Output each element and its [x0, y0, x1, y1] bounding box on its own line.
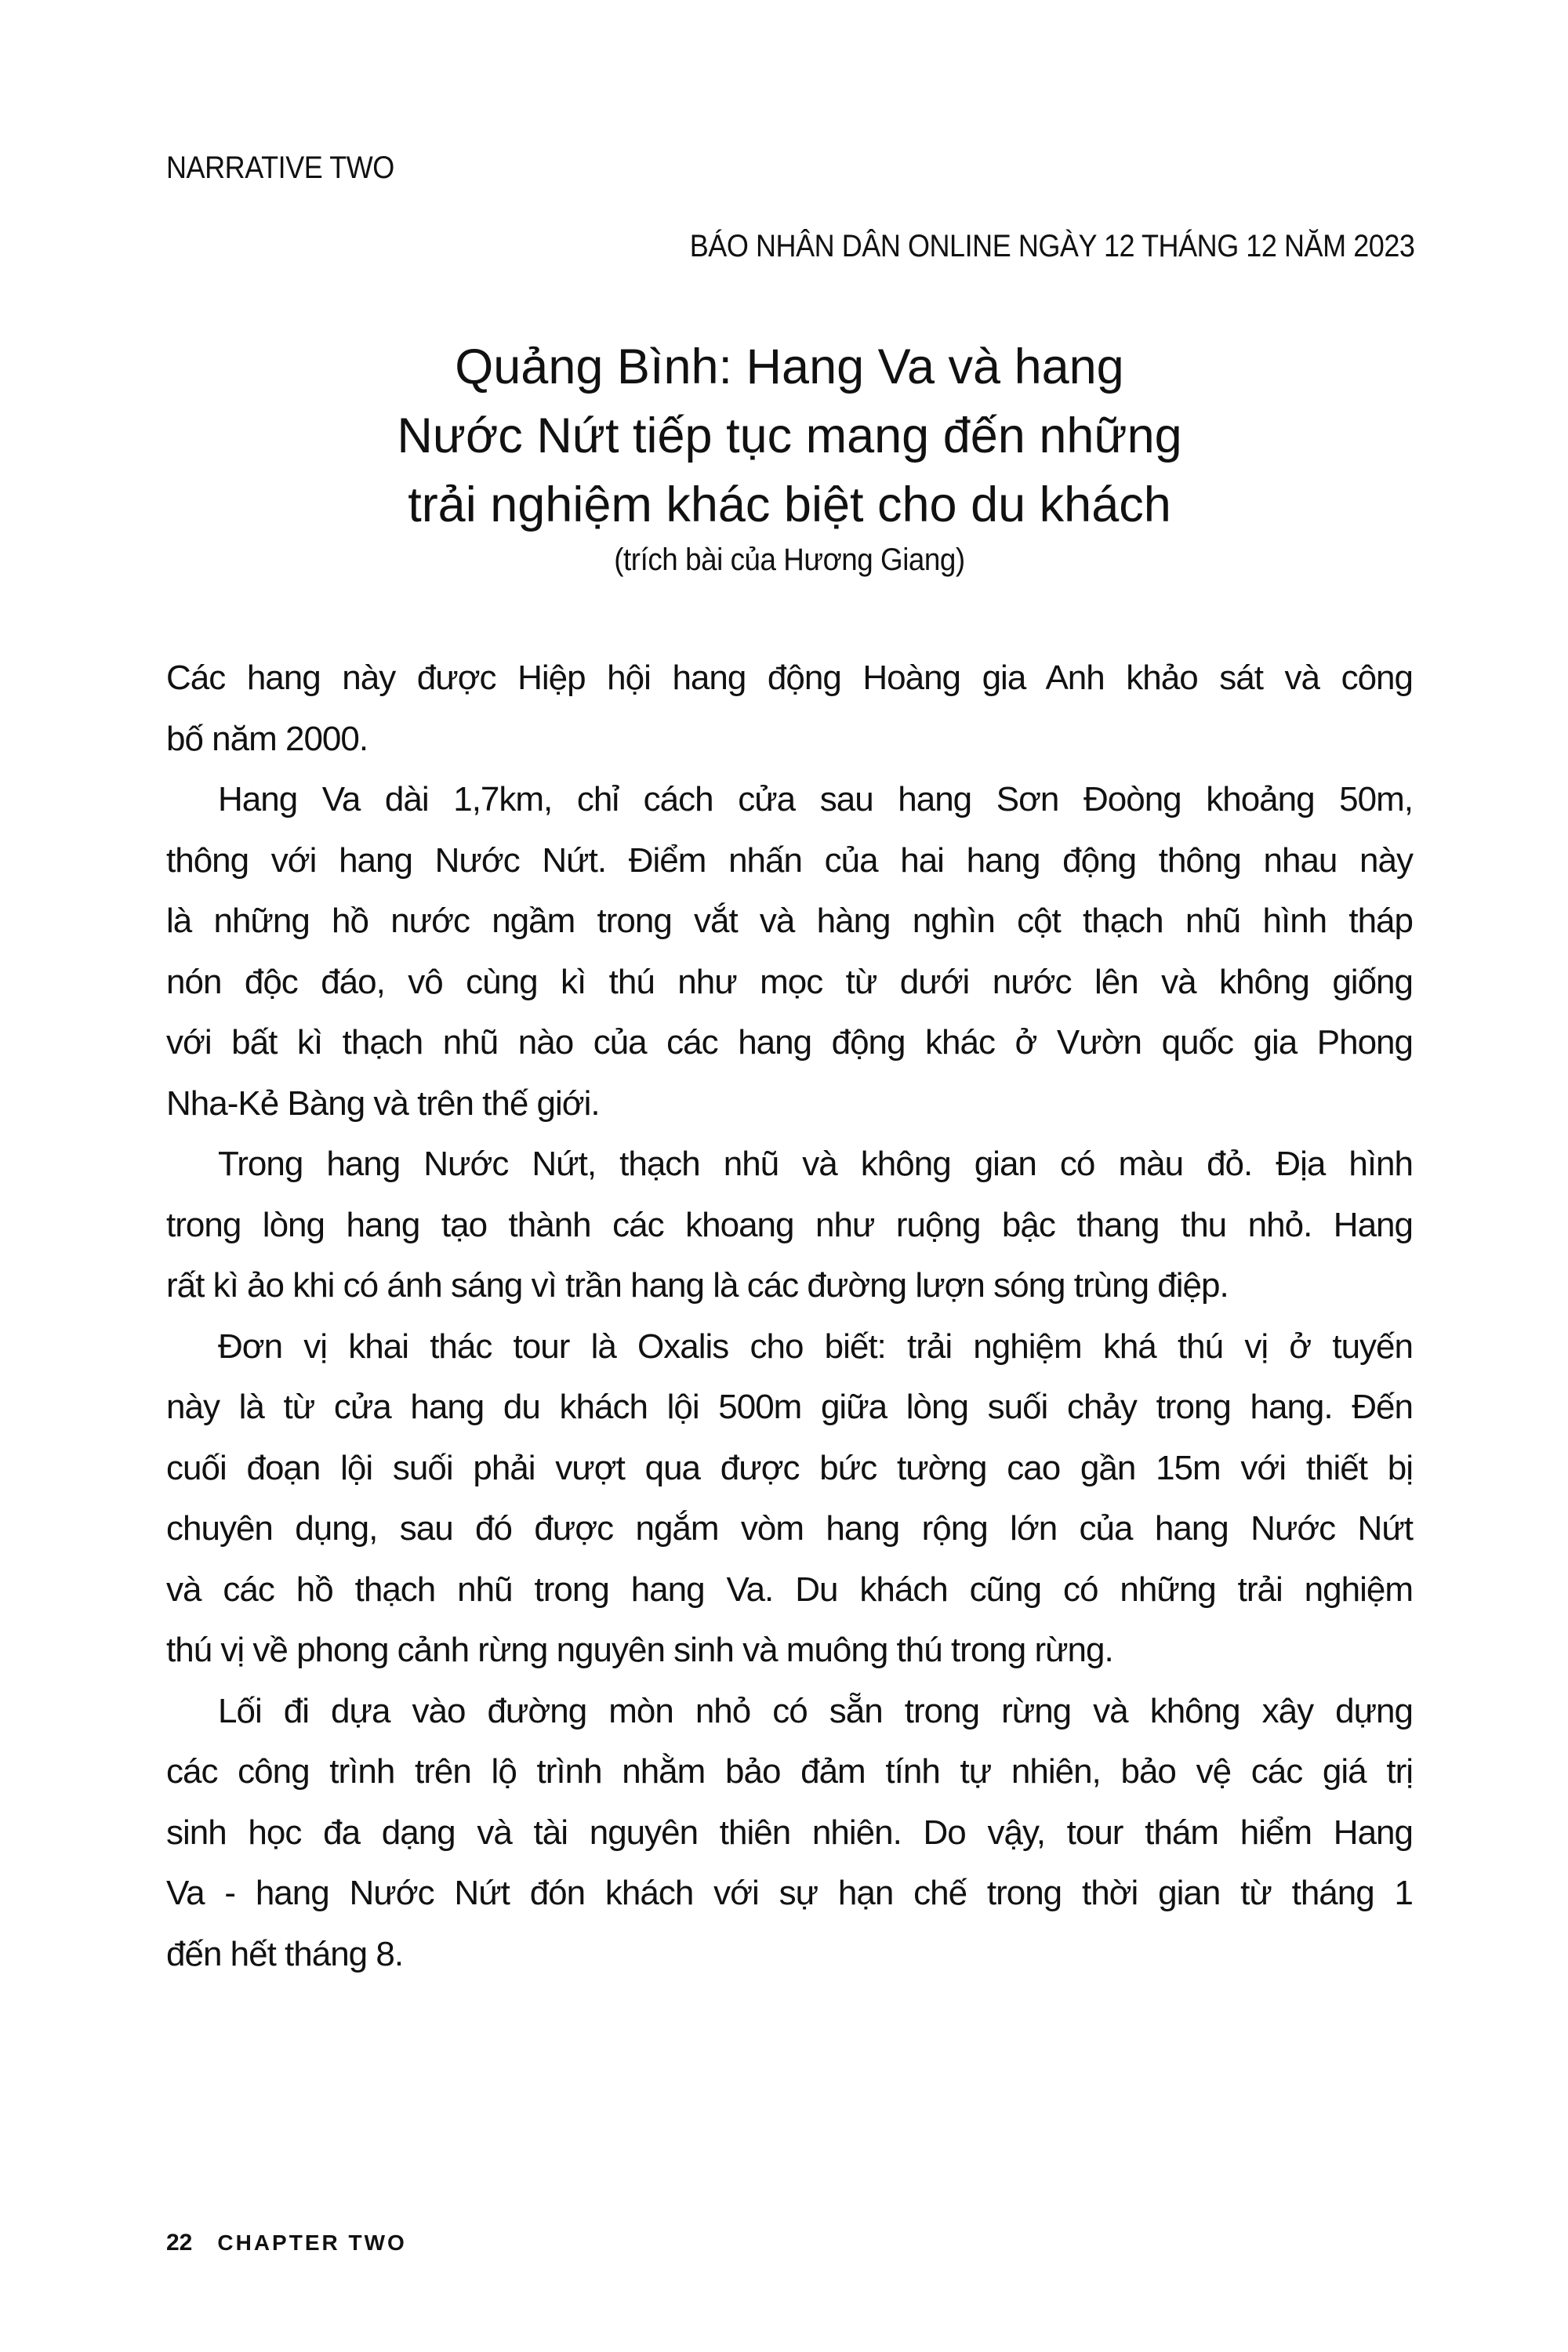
text-line: bố năm 2000.	[166, 719, 368, 758]
title-line: Nước Nứt tiếp tục mang đến những	[397, 408, 1182, 463]
paragraph	[166, 1134, 1413, 1316]
text-line: Đơn vị khai thác tour là Oxalis cho biết: trải nghiệm khá thú vị ở tuyến	[218, 1327, 1413, 1366]
text-line: các công trình trên lộ trình nhằm bảo đảm tính tự nhiên, bảo vệ các giá trị	[166, 1752, 1413, 1791]
text-line: và các hồ thạch nhũ trong hang Va. Du khách cũng có những trải nghiệm	[166, 1570, 1413, 1609]
page-footer	[166, 2229, 407, 2257]
text-line: nón độc đáo, vô cùng kì thú như mọc từ dưới nước lên và không giống	[166, 962, 1413, 1001]
text-line: chuyên dụng, sau đó được ngắm vòm hang rộng lớn của hang Nước Nứt	[166, 1509, 1413, 1548]
paragraph	[166, 648, 1413, 769]
text-line: với bất kì thạch nhũ nào của các hang động khác ở Vườn quốc gia Phong	[166, 1023, 1413, 1062]
title-line: trải nghiệm khác biệt cho du khách	[408, 477, 1171, 532]
text-line: cuối đoạn lội suối phải vượt qua được bức tường cao gần 15m với thiết bị	[166, 1448, 1413, 1487]
article-body	[166, 648, 1413, 1984]
paragraph	[166, 769, 1413, 1134]
text-line: Lối đi dựa vào đường mòn nhỏ có sẵn trong rừng và không xây dựng	[218, 1691, 1413, 1730]
text-line: rất kì ảo khi có ánh sáng vì trần hang là các đường lượn sóng trùng điệp.	[166, 1266, 1229, 1305]
text-line: là những hồ nước ngầm trong vắt và hàng nghìn cột thạch nhũ hình tháp	[166, 902, 1413, 940]
text-line: Trong hang Nước Nứt, thạch nhũ và không gian có màu đỏ. Địa hình	[218, 1145, 1413, 1183]
paragraph	[166, 1316, 1413, 1681]
text-line: Các hang này được Hiệp hội hang động Hoàng gia Anh khảo sát và công	[166, 659, 1413, 697]
article-title	[166, 332, 1413, 539]
text-line: sinh học đa dạng và tài nguyên thiên nhiên. Do vậy, tour thám hiểm Hang	[166, 1813, 1413, 1852]
text-line: Va - hang Nước Nứt đón khách với sự hạn chế trong thời gian từ tháng 1	[166, 1874, 1413, 1912]
text-line: trong lòng hang tạo thành các khoang như ruộng bậc thang thu nhỏ. Hang	[166, 1205, 1413, 1244]
text-line: Nha-Kẻ Bàng và trên thế giới.	[166, 1083, 600, 1123]
chapter-label: CHAPTER TWO	[217, 2230, 407, 2255]
text-line: đến hết tháng 8.	[166, 1934, 404, 1973]
page-number: 22	[166, 2230, 193, 2256]
source-dateline: BÁO NHÂN DÂN ONLINE NGÀY 12 THÁNG 12 NĂM 2023	[689, 229, 1414, 263]
text-line: Hang Va dài 1,7km, chỉ cách cửa sau hang Sơn Đoòng khoảng 50m,	[218, 780, 1413, 818]
text-line: thú vị về phong cảnh rừng nguyên sinh và muông thú trong rừng.	[166, 1631, 1113, 1669]
running-head: NARRATIVE TWO	[166, 151, 394, 185]
text-line: này là từ cửa hang du khách lội 500m giữa lòng suối chảy trong hang. Đến	[166, 1388, 1413, 1426]
text-line: thông với hang Nước Nứt. Điểm nhấn của hai hang động thông nhau này	[166, 840, 1413, 880]
byline: (trích bài của Hương Giang)	[614, 543, 965, 577]
title-line: Quảng Bình: Hang Va và hang	[455, 339, 1124, 394]
paragraph	[166, 1681, 1413, 1985]
